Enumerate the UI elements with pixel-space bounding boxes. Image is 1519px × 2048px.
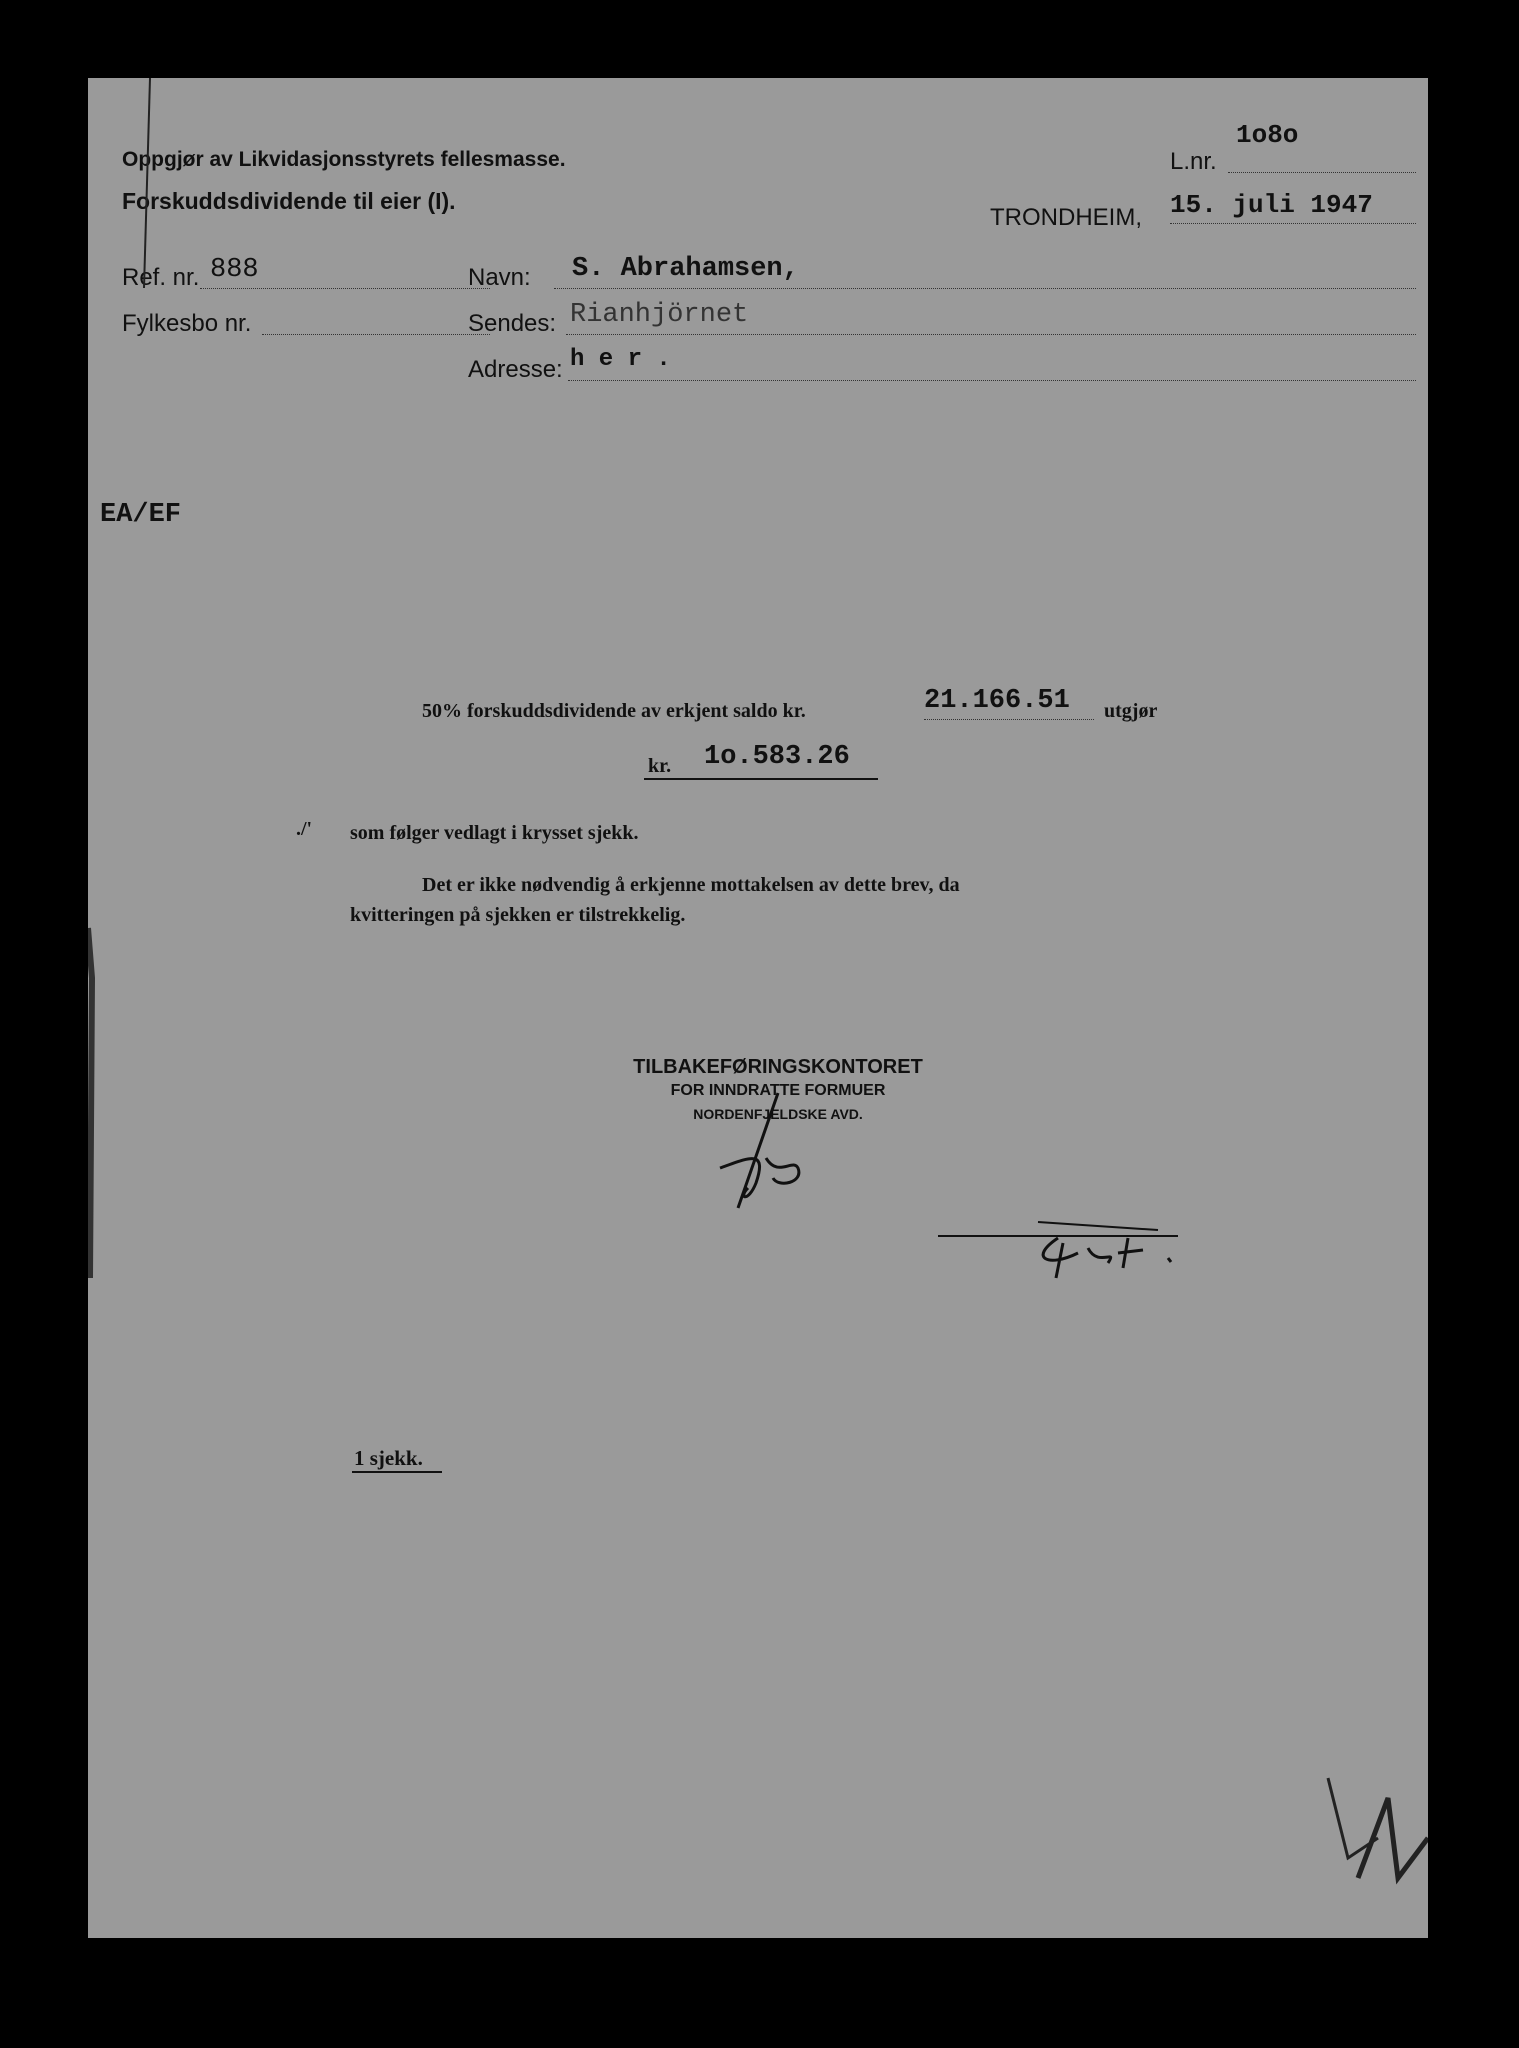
initials: EA/EF (100, 500, 182, 530)
lnr-value: 1o8o (1236, 120, 1299, 150)
stamp-line2: FOR INNDRATTE FORMUER (670, 1082, 886, 1099)
enclosed-mark: ./' (296, 818, 313, 840)
paper-creases (88, 78, 1428, 1938)
adresse-label: Adresse: (468, 356, 563, 383)
enclosed-text: som følger vedlagt i krysset sjekk. (350, 822, 639, 844)
lnr-label: L.nr. (1170, 148, 1217, 175)
stamp-line3: NORDENFJELDSKE AVD. (693, 1106, 863, 1122)
place-label: TRONDHEIM, (990, 204, 1142, 231)
header-line1: Oppgjør av Likvidasjonsstyrets fellesmasse. (122, 148, 566, 171)
ref-label: Ref. nr. (122, 264, 200, 291)
enclosure-note: 1 sjekk. (354, 1446, 423, 1470)
header-line2: Forskuddsdividende til eier (I). (122, 188, 456, 214)
sendes-label: Sendes: (468, 310, 557, 337)
navn-label: Navn: (468, 264, 531, 291)
sendes-value: Rianhjörnet (570, 300, 749, 330)
body-para2-line1: Det er ikke nødvendig å erkjenne mottakelsen av dette brev, da (422, 874, 960, 896)
saldo-value: 21.166.51 (924, 686, 1070, 716)
body-para1-suffix: utgjør (1104, 700, 1158, 722)
body-para1-prefix: 50% forskuddsdividende av erkjent saldo kr. (422, 700, 806, 722)
body-para2-line2: kvitteringen på sjekken er tilstrekkelig. (350, 904, 686, 926)
stamp-line1: TILBAKEFØRINGSKONTORET (633, 1056, 923, 1078)
document-page (88, 78, 1428, 1938)
navn-value: S. Abrahamsen, (572, 254, 799, 284)
amount-value: 1o.583.26 (704, 742, 850, 772)
ref-value: 888 (210, 255, 259, 285)
letter-date: 15. juli 1947 (1170, 190, 1373, 220)
adresse-value: h e r . (570, 346, 671, 373)
fylkesbo-label: Fylkesbo nr. (122, 310, 252, 337)
amount-prefix: kr. (648, 755, 672, 777)
